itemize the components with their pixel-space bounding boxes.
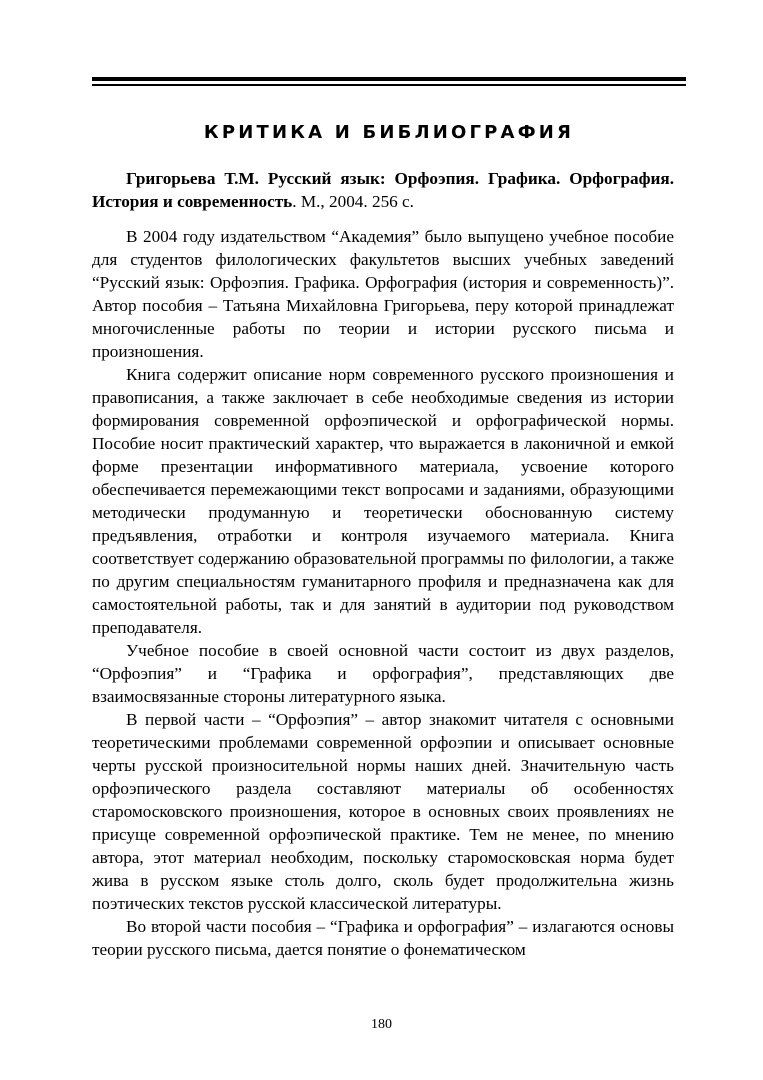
header-rule-thick	[92, 77, 686, 81]
paragraph-4: В первой части – “Орфоэпия” – автор знакомит читателя с основными теоретическими проблемами современной орфоэпии и описывает основные черты русской произносительной нормы наших дней. Значительную часть орфоэпического раздела составляют материалы об особенностях старомосковского произношения, которое в основных своих проявлениях не присуще современной орфоэпической практике. Тем не менее, по мнению автора, этот материал необходим, поскольку старомосковская норма будет жива в русском языке столь долго, сколь будет продолжительна жизнь поэтических текстов русской классической литературы.	[92, 710, 674, 913]
paragraph-3: Учебное пособие в своей основной части состоит из двух разделов, “Орфоэпия” и “Графика и орфография”, представляющих две взаимосвязанные стороны литературного языка.	[92, 641, 674, 706]
bibliographic-citation	[92, 167, 674, 213]
header-rule-thin	[92, 84, 686, 86]
page-number: 180	[371, 1017, 392, 1032]
citation-rest: . М., 2004. 256 с.	[292, 192, 414, 211]
paragraph-5: Во второй части пособия – “Графика и орфография” – излагаются основы теории русского письма, дается понятие о фонематическом	[92, 917, 674, 959]
paragraph-2: Книга содержит описание норм современного русского произношения и правописания, а также заключает в себе необходимые сведения из истории формирования современной орфоэпической и орфографической нормы. Пособие носит практический характер, что выражается в лаконичной и емкой форме презентации информативного материала, усвоение которого обеспечивается перемежающими текст вопросами и заданиями, образующими методически продуманную и теоретически обоснованную систему предъявления, отработки и контроля изучаемого материала. Книга соответствует содержанию образовательной программы по филологии, а также по другим специальностям гуманитарного профиля и предназначена как для самостоятельной работы, так и для занятий в аудитории под руководством преподавателя.	[92, 365, 674, 637]
section-title: КРИТИКА И БИБЛИОГРАФИЯ	[203, 122, 575, 143]
paragraph-1: В 2004 году издательством “Академия” было выпущено учебное пособие для студентов филологических факультетов высших учебных заведений “Русский язык: Орфоэпия. Графика. Орфография (история и современность)”. Автор пособия – Татьяна Михайловна Григорьева, перу которой принадлежат многочисленные работы по теории и истории русского письма и произношения.	[92, 227, 674, 361]
article-body	[92, 167, 674, 961]
citation-bold: Григорьева Т.М. Русский язык: Орфоэпия. Графика. Орфография. История и современность	[92, 169, 674, 211]
